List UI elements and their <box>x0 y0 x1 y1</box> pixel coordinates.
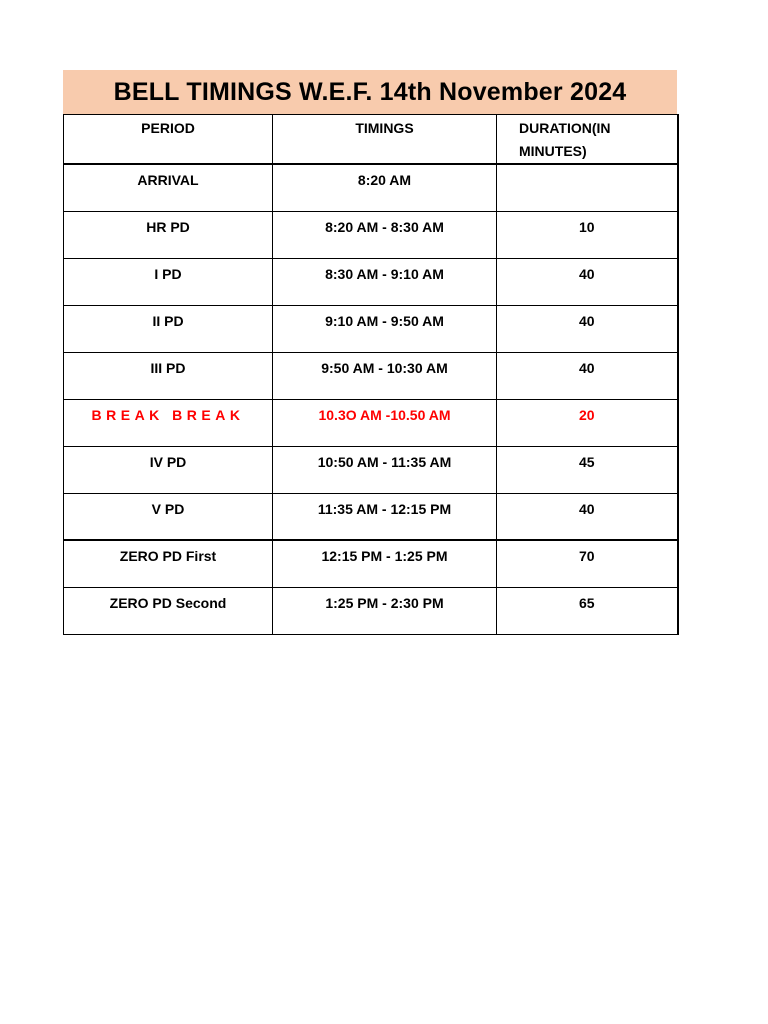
duration-cell: 65 <box>497 587 678 634</box>
table-row <box>64 352 678 399</box>
period-cell: ZERO PD Second <box>64 587 273 634</box>
bell-timings-sheet <box>63 70 677 635</box>
timing-cell: 8:20 AM - 8:30 AM <box>273 211 497 258</box>
table-row <box>64 258 678 305</box>
period-cell: HR PD <box>64 211 273 258</box>
break-row <box>64 399 678 446</box>
timing-cell: 9:10 AM - 9:50 AM <box>273 305 497 352</box>
header-duration <box>497 115 678 165</box>
duration-cell: 40 <box>497 258 678 305</box>
timing-cell: 9:50 AM - 10:30 AM <box>273 352 497 399</box>
duration-cell: 10 <box>497 211 678 258</box>
period-cell: ZERO PD First <box>64 540 273 587</box>
header-timings: TIMINGS <box>273 115 497 165</box>
timing-cell: 10.3O AM -10.50 AM <box>273 399 497 446</box>
duration-cell: 40 <box>497 493 678 540</box>
period-cell: IV PD <box>64 446 273 493</box>
period-cell: I PD <box>64 258 273 305</box>
timing-cell: 1:25 PM - 2:30 PM <box>273 587 497 634</box>
period-cell <box>64 399 273 446</box>
header-duration-line1: DURATION(IN <box>519 120 611 136</box>
table-row <box>64 164 678 211</box>
duration-cell <box>497 164 678 211</box>
table-row <box>64 446 678 493</box>
timings-table <box>63 114 679 635</box>
timing-cell: 10:50 AM - 11:35 AM <box>273 446 497 493</box>
table-row <box>64 587 678 634</box>
duration-cell: 20 <box>497 399 678 446</box>
duration-cell: 70 <box>497 540 678 587</box>
page-title: BELL TIMINGS W.E.F. 14th November 2024 <box>63 70 677 114</box>
table-row <box>64 540 678 587</box>
duration-cell: 40 <box>497 352 678 399</box>
timing-cell: 8:20 AM <box>273 164 497 211</box>
period-cell: II PD <box>64 305 273 352</box>
timing-cell: 12:15 PM - 1:25 PM <box>273 540 497 587</box>
table-row <box>64 211 678 258</box>
table-row <box>64 493 678 540</box>
period-cell: ARRIVAL <box>64 164 273 211</box>
period-cell: III PD <box>64 352 273 399</box>
table-row <box>64 305 678 352</box>
timing-cell: 11:35 AM - 12:15 PM <box>273 493 497 540</box>
header-duration-line2: MINUTES) <box>519 143 587 159</box>
period-cell: V PD <box>64 493 273 540</box>
break-label: BREAK BREAK <box>91 406 245 423</box>
duration-cell: 45 <box>497 446 678 493</box>
header-period: PERIOD <box>64 115 273 165</box>
timing-cell: 8:30 AM - 9:10 AM <box>273 258 497 305</box>
table-header-row <box>64 115 678 165</box>
duration-cell: 40 <box>497 305 678 352</box>
